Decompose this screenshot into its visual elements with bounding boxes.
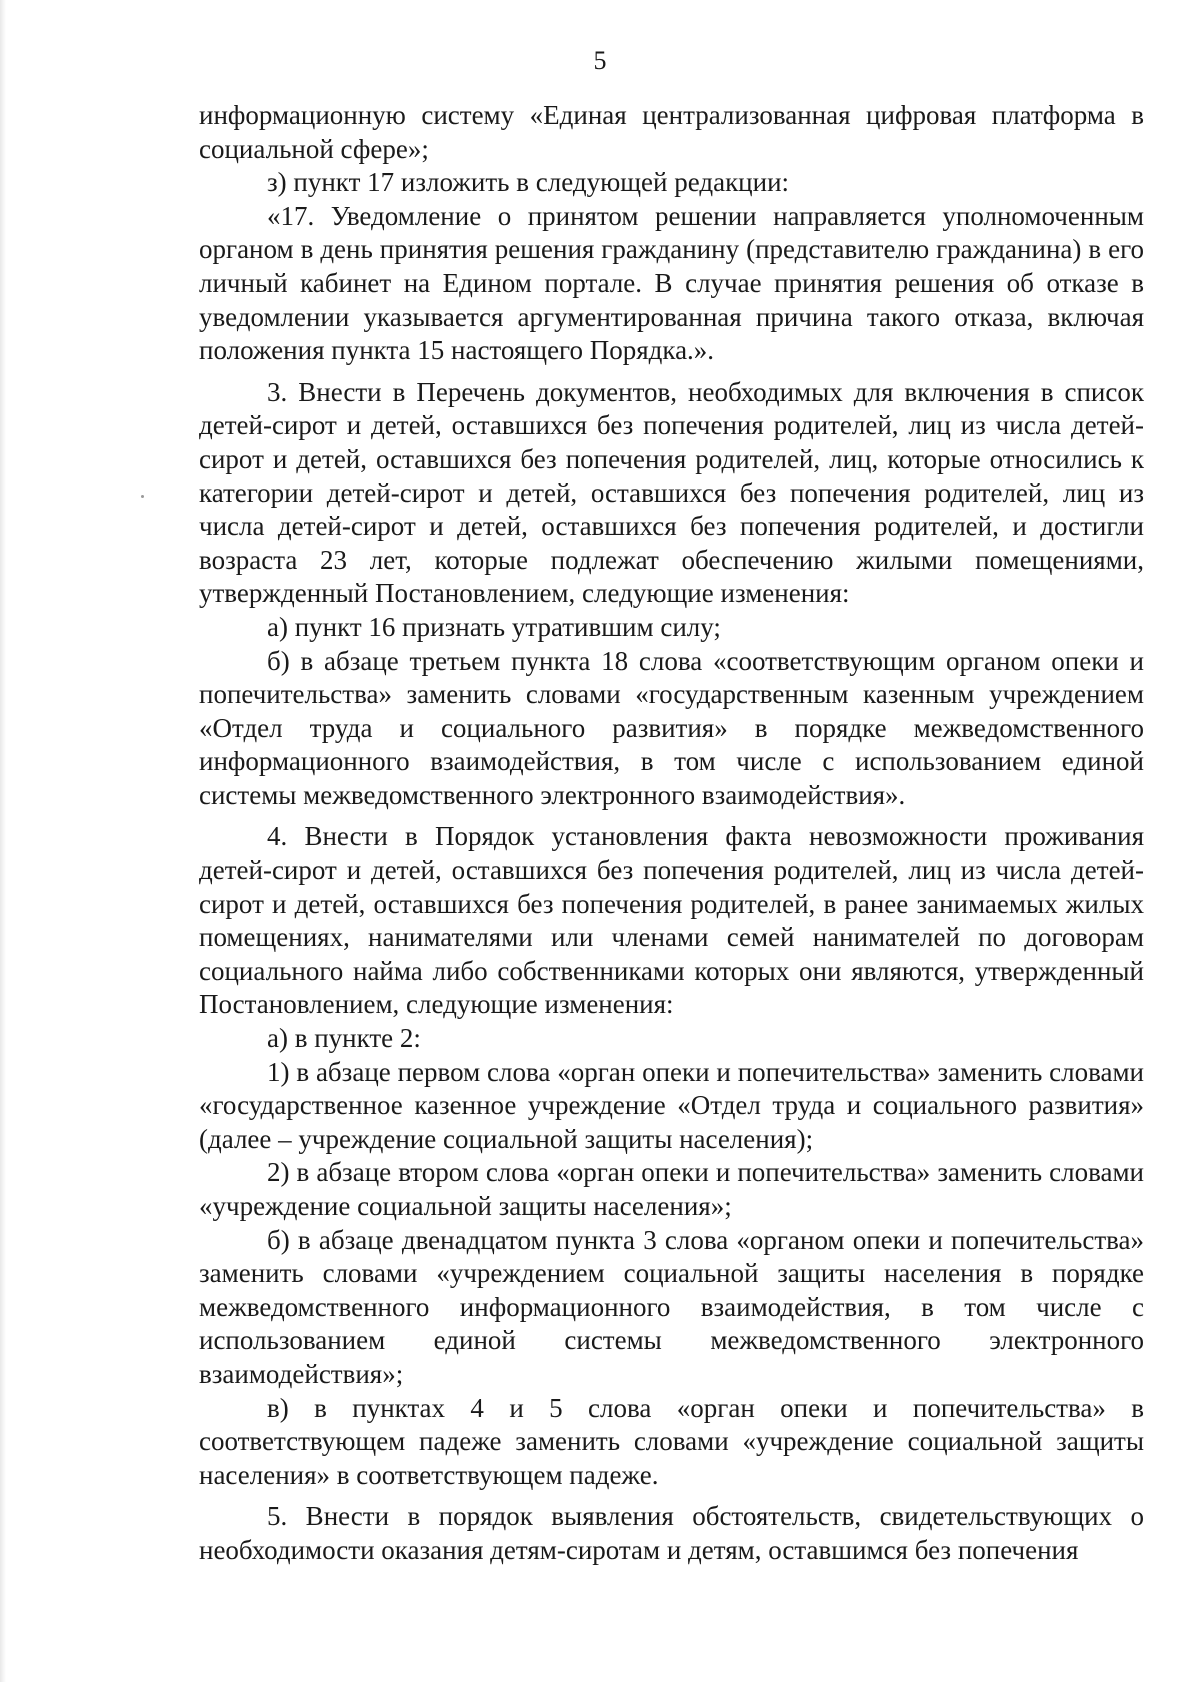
paragraph-section-5: 5. Внести в порядок выявления обстоятельств, свидетельствующих о необходимости оказания детям-сиротам и детям, оставшимся без попечения — [199, 1501, 1144, 1565]
paragraph-item-b-point-3: б) в абзаце двенадцатом пункта 3 слова «органом опеки и попечительства» заменить словами «учреждением социальной защиты населения в порядке межведомственного информационного взаимодействия, в том числе с использованием единой системы межведомственного электронного взаимодействия»; — [199, 1224, 1144, 1389]
paragraph-item-a-point-2: а) в пункте 2: — [267, 1023, 421, 1054]
paragraph-section-4: 4. Внести в Порядок установления факта невозможности проживания детей-сирот и детей, оставшихся без попечения родителей, лиц из числа детей-сирот и детей, оставшихся без попечения родителей, в ранее занимаемых жилых помещениях, нанимателями или членами семей нанимателей по договорам социального найма либо собственниками которых они являются, утвержденный Постановлением, следующие изменения: — [199, 821, 1144, 1020]
document-body — [199, 99, 1144, 1568]
paragraph-continuation: информационную систему «Единая централизованная цифровая платформа в социальной сфере»; — [199, 100, 1144, 164]
page-number: 5 — [593, 46, 607, 75]
paragraph-item-v: в) в пунктах 4 и 5 слова «орган опеки и попечительства» в соответствующем падеже заменить словами «учреждение социальной защиты населения» в соответствующем падеже. — [199, 1392, 1144, 1490]
paragraph-quoted-17: «17. Уведомление о принятом решении направляется уполномоченным органом в день принятия решения гражданину (представителю гражданина) в его личный кабинет на Едином портале. В случае принятия решения об отказе в уведомлении указывается аргументированная причина такого отказа, включая положения пункта 15 настоящего Порядка.». — [199, 200, 1144, 366]
paragraph-item-a: а) пункт 16 признать утратившим силу; — [267, 611, 721, 642]
paragraph-section-3: 3. Внести в Перечень документов, необходимых для включения в список детей-сирот и детей, оставшихся без попечения родителей, лиц из числа детей-сирот и детей, оставшихся без попечения родителей, лиц, которые относились к категории детей-сирот и детей, оставшихся без попечения родителей, лиц из числа детей-сирот и детей, оставшихся без попечения родителей, и достигли возраста 23 лет, которые подлежат обеспечению жилыми помещениями, утвержденный Постановлением, следующие изменения: — [199, 376, 1144, 609]
paragraph-item-b: б) в абзаце третьем пункта 18 слова «соответствующим органом опеки и попечительства» заменить словами «государственным казенным учреждением «Отдел труда и социального развития» в порядке межведомственного информационного взаимодействия, в том числе с использованием единой системы межведомственного электронного взаимодействия». — [199, 645, 1144, 810]
paragraph-subitem-1: 1) в абзаце первом слова «орган опеки и попечительства» заменить словами «государственное казенное учреждение «Отдел труда и социального развития» (далее – учреждение социальной защиты населения); — [199, 1056, 1144, 1154]
paragraph-item-z: з) пункт 17 изложить в следующей редакции: — [267, 167, 790, 198]
scan-edge-shadow — [0, 0, 6, 1682]
paragraph-subitem-2: 2) в абзаце втором слова «орган опеки и попечительства» заменить словами «учреждение социальной защиты населения»; — [199, 1157, 1144, 1221]
scan-speck — [141, 495, 144, 498]
